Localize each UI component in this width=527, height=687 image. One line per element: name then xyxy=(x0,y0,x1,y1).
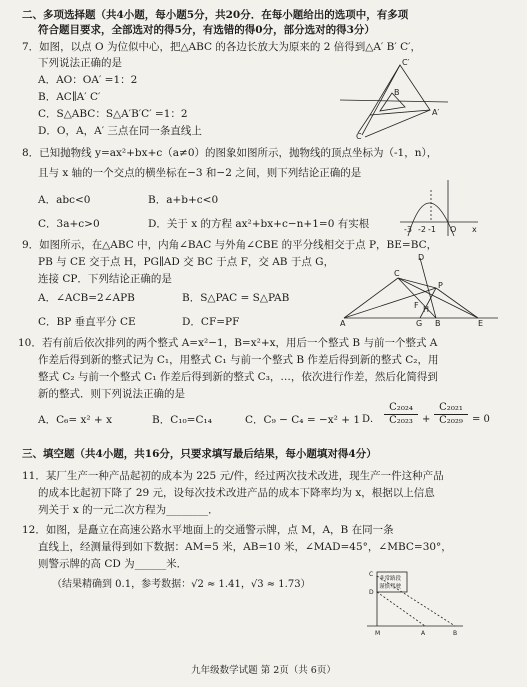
svg-text:C: C xyxy=(356,132,362,141)
svg-text:B: B xyxy=(394,88,400,97)
q9-option-a: A．∠ACB=2∠APB xyxy=(38,292,135,304)
q9-triangle-figure xyxy=(338,252,503,328)
q8-option-a: A．abc<0 xyxy=(38,194,91,206)
svg-text:D: D xyxy=(369,589,374,596)
svg-text:A: A xyxy=(340,319,346,328)
q10-d-frac2 xyxy=(434,402,468,427)
q10-d-frac1 xyxy=(384,402,418,427)
svg-text:B: B xyxy=(435,319,441,328)
q10-d-den1: C₂₀₂₃ xyxy=(389,415,413,426)
q12-note: （结果精确到 0.1，参考数据：√2 ≈ 1.41，√3 ≈ 1.73） xyxy=(52,579,311,590)
q8-option-b: B．a+b+c<0 xyxy=(148,194,219,206)
q12-stem-cont2: 则警示牌的高 CD 为______米． xyxy=(38,558,188,570)
svg-text:B: B xyxy=(453,630,458,637)
q12-sign-line1: 非常路段 xyxy=(379,576,402,582)
svg-text:-3: -3 xyxy=(404,225,412,234)
q9-stem-cont: PB 与 CE 交于点 H，PG∥AD 交 BC 于点 F，交 AB 于点 G， xyxy=(38,256,335,268)
q8-parabola-figure xyxy=(398,178,480,238)
svg-text:A′: A′ xyxy=(432,108,440,117)
q7-stem-cont: 下列说法正确的是 xyxy=(38,57,122,69)
q7-option-c: C．S△ABC：S△A′B′C′ =1：2 xyxy=(38,108,188,120)
svg-text:H: H xyxy=(423,305,430,314)
q10-stem: 10．若有前后依次排列的两个整式 A=x²−1，B=x²+x，用后一个整式 B 与前一个整式 A xyxy=(18,337,438,349)
page-footer: 九年级数学试题 第 2页（共 6页） xyxy=(191,665,336,676)
q10-option-c: C．C₉ − C₄ = −x² + 1 xyxy=(245,414,361,426)
q10-d-eq: = 0 xyxy=(472,414,490,425)
svg-text:D: D xyxy=(418,253,425,262)
q8-option-c: C．3a+c>0 xyxy=(38,218,100,230)
q10-stem-cont: 作差后得到新的整式记为 C₁，用整式 C₁ 与前一个整式 B 作差后得到新的整式 C₂，用 xyxy=(38,354,439,366)
q11-stem-cont2: 列关于 x 的一元二次方程为________． xyxy=(38,504,219,516)
q9-option-d: D．CF=PF xyxy=(182,316,240,328)
q7-figure xyxy=(330,55,455,143)
svg-text:P: P xyxy=(438,281,443,290)
svg-text:E: E xyxy=(478,319,484,328)
q11-stem-cont: 的成本比起初下降了 29 元，设每次技术改进产品的成本下降率均为 x，根据以上信息 xyxy=(38,487,435,499)
q11-stem: 11．某厂生产一种产品起初的成本为 225 元/件，经过两次技术改进，现生产一件这种产品 xyxy=(22,470,444,482)
svg-text:M: M xyxy=(375,630,381,637)
svg-text:F: F xyxy=(414,301,419,310)
q10-stem-cont2: 整式 C₂ 与前一个整式 C₁ 作差后得到新的整式 C₃，…，依次进行作差，然后化简得到 xyxy=(38,371,438,383)
q8-option-d: D．关于 x 的方程 ax²+bx+c−n+1=0 有实根 xyxy=(148,218,370,230)
svg-text:C: C xyxy=(369,571,374,578)
q12-stem: 12．如图，是矗立在高速公路水平地面上的交通警示牌，点 M，A，B 在同一条 xyxy=(22,524,394,536)
q8-stem-cont: 且与 x 轴的一个交点的横坐标在−3 和−2 之间，则下列结论正确的是 xyxy=(38,167,362,179)
q7-option-b: B．AC∥A′ C′ xyxy=(38,91,101,103)
q9-option-c: C．BP 垂直平分 CE xyxy=(38,316,136,328)
q12-stem-cont: 直线上，经测量得到如下数据：AM=5 米，AB=10 米，∠MAD=45°，∠MBC=30°， xyxy=(38,541,452,553)
svg-text:-2: -2 xyxy=(418,225,426,234)
q7-option-d: D．O，A，A′ 三点在同一条直线上 xyxy=(38,125,202,137)
section3-header: 三、填空题（共4小题，共16分，只要求填写最后结果，每小题填对得4分） xyxy=(22,448,377,460)
svg-text:-1: -1 xyxy=(428,225,436,234)
section2-header-cont: 符合题目要求，全部选对的得5分，有选错的得0分，部分选对的得3分） xyxy=(38,24,375,36)
q10-d-plus: + xyxy=(422,414,431,425)
svg-text:x: x xyxy=(472,225,477,234)
q10-d-den2: C₂₀₂₉ xyxy=(439,415,463,426)
svg-text:G: G xyxy=(416,319,423,328)
svg-text:O: O xyxy=(450,225,457,234)
q9-option-b: B．S△PAC = S△PAB xyxy=(182,292,290,304)
q10-option-d-label: D． xyxy=(362,414,381,425)
q10-d-num1: C₂₀₂₄ xyxy=(384,402,418,415)
q7-option-a: A．AO：OA′ =1：2 xyxy=(38,74,138,86)
svg-text:C: C xyxy=(394,269,400,278)
q10-option-a: A．C₆= x² + x xyxy=(38,414,112,426)
q9-stem-cont2: 连接 CP．下列结论正确的是 xyxy=(38,273,172,285)
svg-text:C′: C′ xyxy=(402,58,410,67)
q10-d-num2: C₂₀₂₁ xyxy=(434,402,468,415)
q8-stem: 8．已知抛物线 y=ax²+bx+c（a≠0）的图象如图所示，抛物线的顶点坐标为（-1，n）， xyxy=(22,147,438,159)
q12-sign-figure xyxy=(365,566,465,638)
svg-text:A: A xyxy=(421,630,426,637)
q7-stem: 7．如图，以点 O 为位似中心，把△ABC 的各边长放大为原来的 2 倍得到△A′ B′ C′， xyxy=(22,41,421,53)
q10-option-b: B．C₁₀=C₁₄ xyxy=(152,414,212,426)
q9-stem: 9．如图所示，在△ABC 中，内角∠BAC 与外角∠CBE 的平分线相交于点 P，BE=BC， xyxy=(22,239,438,251)
section2-header: 二、多项选择题（共4小题，每小题5分，共20分．在每小题给出的选项中，有多项 xyxy=(22,9,409,21)
q12-sign-line2: 谨慎驾驶 xyxy=(379,584,402,590)
q10-stem-cont3: 新的整式．则下列说法正确的是 xyxy=(38,388,185,400)
